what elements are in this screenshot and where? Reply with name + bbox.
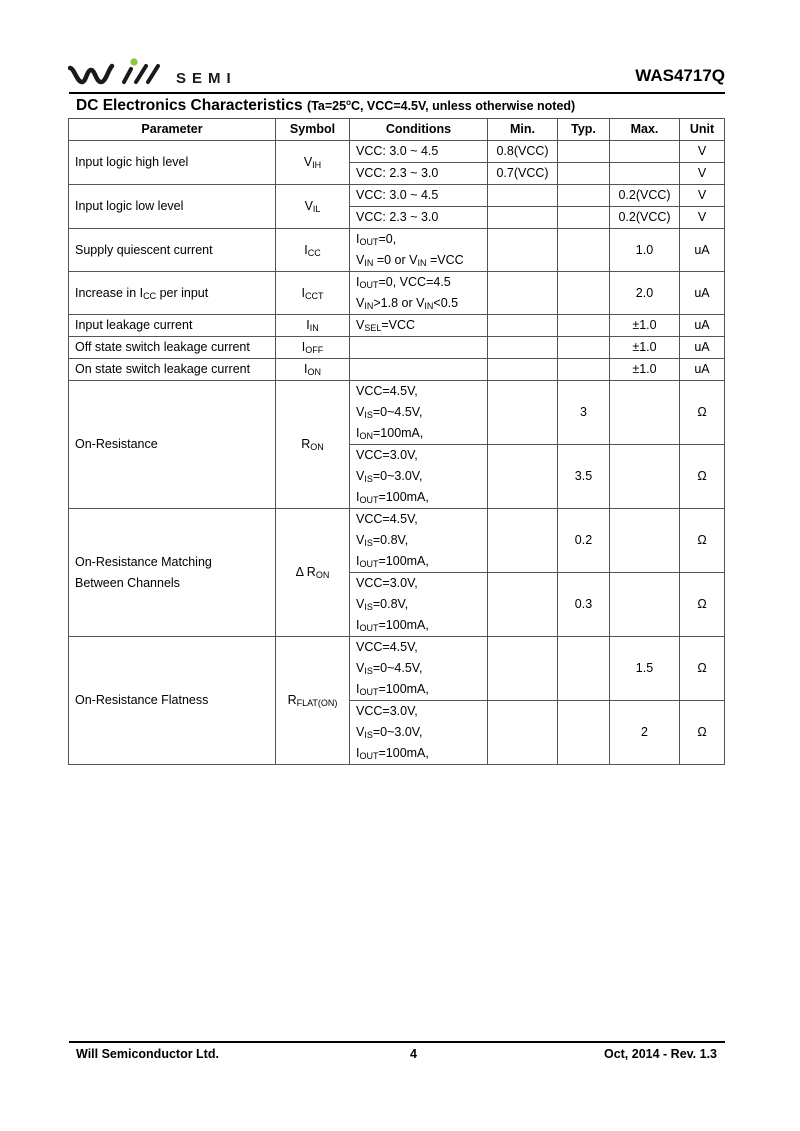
min-cell (488, 359, 558, 381)
symbol-cell: $R_{ON}$ (276, 381, 350, 509)
unit-cell: uA (680, 272, 725, 315)
footer-rule (69, 1041, 725, 1043)
condition-cell: VCC=4.5V, $V_{IS}=0\sim 4.5V$, $I_{OUT}=100mA$, (350, 637, 488, 701)
min-cell (488, 229, 558, 272)
table-header-row (69, 119, 725, 141)
table-row (69, 185, 725, 207)
typ-cell (558, 701, 610, 765)
symbol-cell: $V_{IL}$ (276, 185, 350, 229)
unit-cell: Ω (680, 509, 725, 573)
logo-i-mark (124, 69, 131, 82)
max-cell: ±1.0 (610, 315, 680, 337)
min-cell (488, 509, 558, 573)
typ-cell (558, 272, 610, 315)
typ-cell (558, 207, 610, 229)
section-heading: DC Electronics Characteristics (76, 97, 303, 114)
max-cell: 0.2(VCC) (610, 207, 680, 229)
col-header-min: Min. (488, 119, 558, 141)
min-cell (488, 337, 558, 359)
table-row (69, 272, 725, 315)
condition-cell: VCC=4.5V, $V_{IS}=0\sim 4.5V$, $I_{ON}=100mA$, (350, 381, 488, 445)
unit-cell: Ω (680, 445, 725, 509)
symbol-cell: $I_{ON}$ (276, 359, 350, 381)
min-cell (488, 701, 558, 765)
condition-cell: VCC: 2.3 ~ 3.0 (350, 163, 488, 185)
logo-w-mark (70, 66, 112, 82)
symbol-cell: $R_{FLAT(ON)}$ (276, 637, 350, 765)
symbol-cell: Δ $R_{ON}$ (276, 509, 350, 637)
condition-cell: VCC: 3.0 ~ 4.5 (350, 185, 488, 207)
unit-cell: V (680, 163, 725, 185)
typ-cell: 3.5 (558, 445, 610, 509)
symbol-cell: $I_{CC}$ (276, 229, 350, 272)
typ-cell: 0.3 (558, 573, 610, 637)
col-header-conditions: Conditions (350, 119, 488, 141)
footer-company: Will Semiconductor Ltd. (76, 1047, 219, 1061)
max-cell (610, 445, 680, 509)
param-cell: Input leakage current (69, 315, 276, 337)
typ-cell (558, 637, 610, 701)
min-cell (488, 573, 558, 637)
table-row (69, 381, 725, 445)
typ-cell (558, 315, 610, 337)
condition-cell: VCC=3.0V, $V_{IS}=0\sim 3.0V$, $I_{OUT}=100mA$, (350, 445, 488, 509)
max-cell: ±1.0 (610, 359, 680, 381)
condition-cell (350, 359, 488, 381)
symbol-cell: $I_{CCT}$ (276, 272, 350, 315)
condition-cell: VCC=3.0V, $V_{IS}=0.8V$, $I_{OUT}=100mA$, (350, 573, 488, 637)
param-cell: Input logic low level (69, 185, 276, 229)
min-cell: 0.8(VCC) (488, 141, 558, 163)
col-header-unit: Unit (680, 119, 725, 141)
max-cell (610, 163, 680, 185)
document-id: WAS4717Q (635, 66, 725, 85)
unit-cell: V (680, 185, 725, 207)
min-cell (488, 315, 558, 337)
table-row (69, 229, 725, 272)
logo-l-mark-2 (148, 66, 158, 82)
condition-cell: $I_{OUT}=0$, VCC=4.5 $V_{IN}>1.8$ or $V_{IN}<0.5$ (350, 272, 488, 315)
table-row (69, 509, 725, 573)
col-header-max: Max. (610, 119, 680, 141)
typ-cell (558, 337, 610, 359)
unit-cell: V (680, 141, 725, 163)
typ-cell (558, 141, 610, 163)
min-cell (488, 207, 558, 229)
max-cell: 1.0 (610, 229, 680, 272)
min-cell (488, 637, 558, 701)
section-title (76, 97, 575, 115)
max-cell: 2.0 (610, 272, 680, 315)
col-header-typ: Typ. (558, 119, 610, 141)
page-number: 4 (410, 1047, 417, 1061)
max-cell (610, 381, 680, 445)
typ-cell (558, 229, 610, 272)
unit-cell: Ω (680, 637, 725, 701)
param-cell: On-Resistance Matching Between Channels (69, 509, 276, 637)
condition-cell: $I_{OUT}=0$, $V_{IN} =0$ or $V_{IN} =VCC$ (350, 229, 488, 272)
param-cell: Off state switch leakage current (69, 337, 276, 359)
table-row (69, 637, 725, 701)
param-cell: Supply quiescent current (69, 229, 276, 272)
max-cell (610, 573, 680, 637)
logo-text: SEMI (176, 70, 237, 87)
param-cell: Input logic high level (69, 141, 276, 185)
max-cell: 2 (610, 701, 680, 765)
typ-cell: 0.2 (558, 509, 610, 573)
unit-cell: V (680, 207, 725, 229)
min-cell: 0.7(VCC) (488, 163, 558, 185)
min-cell (488, 445, 558, 509)
table-row (69, 337, 725, 359)
logo-dot (130, 58, 137, 65)
logo-l-mark-1 (136, 66, 146, 82)
param-cell: On-Resistance (69, 381, 276, 509)
header-rule (69, 92, 725, 94)
condition-cell (350, 337, 488, 359)
unit-cell: Ω (680, 701, 725, 765)
min-cell (488, 272, 558, 315)
param-cell: On-Resistance Flatness (69, 637, 276, 765)
dc-characteristics-table (68, 118, 725, 765)
param-cell: Increase in $I_{CC}$ per input (69, 272, 276, 315)
unit-cell: uA (680, 229, 725, 272)
typ-cell (558, 359, 610, 381)
col-header-parameter: Parameter (69, 119, 276, 141)
table-row (69, 141, 725, 163)
unit-cell: uA (680, 315, 725, 337)
condition-cell: VCC=3.0V, $V_{IS}=0\sim 3.0V$, $I_{OUT}=100mA$, (350, 701, 488, 765)
param-cell: On state switch leakage current (69, 359, 276, 381)
condition-cell: VCC=4.5V, $V_{IS}=0.8V$, $I_{OUT}=100mA$, (350, 509, 488, 573)
table-row (69, 359, 725, 381)
will-semi-logo (68, 58, 258, 88)
unit-cell: uA (680, 359, 725, 381)
condition-cell: $V_{SEL}=VCC$ (350, 315, 488, 337)
min-cell (488, 381, 558, 445)
condition-cell: VCC: 3.0 ~ 4.5 (350, 141, 488, 163)
table-row (69, 315, 725, 337)
symbol-cell: $V_{IH}$ (276, 141, 350, 185)
max-cell (610, 141, 680, 163)
typ-cell: 3 (558, 381, 610, 445)
symbol-cell: $I_{IN}$ (276, 315, 350, 337)
typ-cell (558, 163, 610, 185)
unit-cell: Ω (680, 573, 725, 637)
min-cell (488, 185, 558, 207)
unit-cell: Ω (680, 381, 725, 445)
footer-date-revision: Oct, 2014 - Rev. 1.3 (603, 1047, 717, 1061)
max-cell: 1.5 (610, 637, 680, 701)
max-cell (610, 509, 680, 573)
symbol-cell: $I_{OFF}$ (276, 337, 350, 359)
unit-cell: uA (680, 337, 725, 359)
max-cell: ±1.0 (610, 337, 680, 359)
max-cell: 0.2(VCC) (610, 185, 680, 207)
section-conditions: ($Ta=25^oC$, VCC=4.5V, unless otherwise noted) (307, 97, 576, 113)
typ-cell (558, 185, 610, 207)
col-header-symbol: Symbol (276, 119, 350, 141)
condition-cell: VCC: 2.3 ~ 3.0 (350, 207, 488, 229)
